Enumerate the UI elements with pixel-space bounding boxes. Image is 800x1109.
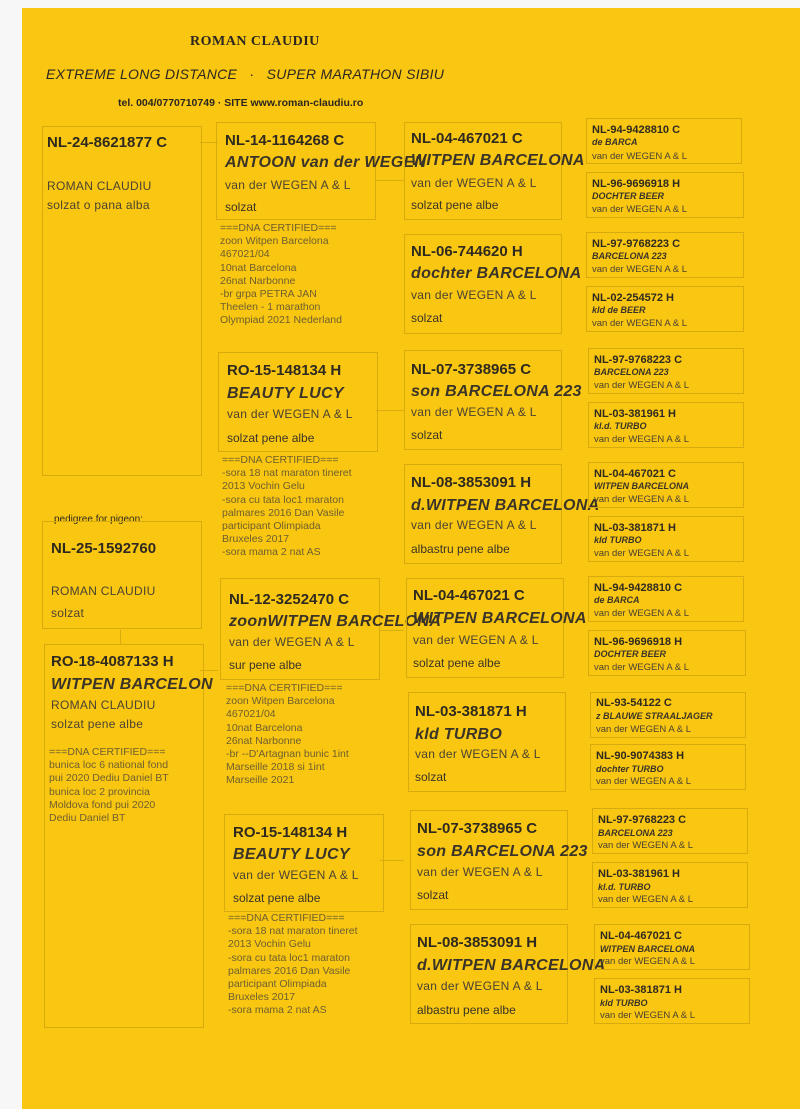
gen4-name: WITPEN BARCELONA <box>594 481 689 491</box>
gen3-color: albastru pene albe <box>417 1003 516 1017</box>
gen4-name: DOCHTER BEER <box>592 191 665 201</box>
gen4-breeder: van der WEGEN A & L <box>598 894 694 905</box>
gen2-breeder: van der WEGEN A & L <box>233 868 359 882</box>
gen2-breeder: van der WEGEN A & L <box>225 178 351 192</box>
gen3-breeder: van der WEGEN A & L <box>411 405 537 419</box>
gen2-color: solzat pene albe <box>233 891 321 905</box>
gen2-note: ===DNA CERTIFIED=== zoon Witpen Barcelona 467021/04 10nat Barcelona 26nat Narbonne -br --D'Artagnan bunic 1int Marseille 2018 si 1int Marseille 2021 <box>226 682 349 787</box>
gen4-breeder: van der WEGEN A & L <box>594 548 690 559</box>
connector-line <box>376 180 404 181</box>
gen4-breeder: van der WEGEN A & L <box>594 608 690 619</box>
gen3-color: solzat <box>411 311 443 325</box>
gen3-color: solzat <box>411 428 443 442</box>
gen3-card <box>404 122 585 220</box>
gen4-breeder: van der WEGEN A & L <box>592 151 688 162</box>
gen4-breeder: van der WEGEN A & L <box>594 662 690 673</box>
gen4-ring: NL-96-9696918 H <box>594 636 683 648</box>
gen4-breeder: van der WEGEN A & L <box>598 840 694 851</box>
gen3-ring: NL-04-467021 C <box>413 587 525 604</box>
gen2-card <box>220 578 442 680</box>
gen2-ring: RO-15-148134 H <box>227 362 342 379</box>
gen2-note: ===DNA CERTIFIED=== zoon Witpen Barcelona 467021/04 10nat Barcelona 26nat Narbonne -br grpa PETRA JAN Theelen - 1 marathon Olympiad 2021 Nederland <box>220 222 342 327</box>
gen4-name: de BARCA <box>594 595 640 605</box>
pedigree-for-color: solzat <box>51 606 85 620</box>
dam-color: solzat pene albe <box>51 717 144 731</box>
gen4-card <box>588 516 744 562</box>
gen4-name: dochter TURBO <box>596 764 664 774</box>
gen4-card <box>586 232 744 278</box>
pedigree-for-ring: NL-25-1592760 <box>51 540 157 557</box>
gen3-name: kld TURBO <box>415 726 503 743</box>
gen4-name: WITPEN BARCELONA <box>600 944 695 954</box>
gen3-ring: NL-04-467021 C <box>411 130 523 147</box>
gen4-name: DOCHTER BEER <box>594 649 667 659</box>
gen2-card <box>224 814 384 912</box>
gen3-ring: NL-07-3738965 C <box>411 361 532 378</box>
dam-name: WITPEN BARCELON <box>51 676 213 693</box>
gen3-name: WITPEN BARCELONA <box>411 152 585 169</box>
gen4-ring: NL-97-9768223 C <box>598 814 687 826</box>
gen2-ring: NL-12-3252470 C <box>229 591 350 608</box>
gen3-breeder: van der WEGEN A & L <box>417 979 543 993</box>
gen3-breeder: van der WEGEN A & L <box>417 865 543 879</box>
pedigree-for-owner: ROMAN CLAUDIU <box>51 584 156 598</box>
gen3-card <box>404 350 582 450</box>
connector-line <box>376 410 404 411</box>
gen3-color: solzat <box>415 770 447 784</box>
gen3-ring: NL-08-3853091 H <box>417 934 538 951</box>
gen3-name: son BARCELONA 223 <box>417 843 588 860</box>
connector-line <box>120 630 121 644</box>
gen2-name: BEAUTY LUCY <box>227 385 344 402</box>
gen3-name: WITPEN BARCELONA <box>413 610 587 627</box>
gen3-ring: NL-06-744620 H <box>411 243 523 260</box>
gen3-name: d.WITPEN BARCELONA <box>411 497 600 514</box>
gen4-name: kl.d. TURBO <box>598 882 651 892</box>
gen3-breeder: van der WEGEN A & L <box>415 747 541 761</box>
gen3-card <box>404 464 600 564</box>
gen2-note: ===DNA CERTIFIED=== -sora 18 nat maraton tineret 2013 Vochin Gelu -sora cu tata loc1 maraton palmares 2016 Dan Vasile participant Olimpiada Bruxeles 2017 -sora mama 2 nat AS <box>222 454 352 559</box>
subtitle-left: EXTREME LONG DISTANCE <box>46 66 238 82</box>
gen4-card <box>594 978 750 1024</box>
gen4-breeder: van der WEGEN A & L <box>594 494 690 505</box>
gen4-ring: NL-93-54122 C <box>596 697 672 709</box>
gen4-ring: NL-02-254572 H <box>592 292 674 304</box>
gen3-ring: NL-07-3738965 C <box>417 820 538 837</box>
gen2-name: ANTOON van der WEGEN <box>225 154 427 171</box>
gen4-name: de BARCA <box>592 137 638 147</box>
gen4-card <box>590 744 746 790</box>
gen3-breeder: van der WEGEN A & L <box>411 176 537 190</box>
gen2-ring: RO-15-148134 H <box>233 824 348 841</box>
gen4-card <box>588 462 744 508</box>
gen2-breeder: van der WEGEN A & L <box>229 635 355 649</box>
main-pigeon-owner: ROMAN CLAUDIU <box>47 179 152 193</box>
gen4-name: BARCELONA 223 <box>594 367 669 377</box>
gen4-breeder: van der WEGEN A & L <box>600 1010 696 1021</box>
main-pigeon-ring: NL-24-8621877 C <box>47 134 168 151</box>
gen3-name: dochter BARCELONA <box>411 265 582 282</box>
gen4-name: kld TURBO <box>600 998 648 1008</box>
gen4-card <box>588 630 746 676</box>
main-pigeon-card <box>42 126 202 476</box>
gen3-color: solzat pene albe <box>413 656 501 670</box>
gen4-ring: NL-97-9768223 C <box>594 354 683 366</box>
gen4-card <box>588 402 744 448</box>
gen4-ring: NL-96-9696918 H <box>592 178 681 190</box>
gen4-ring: NL-03-381961 H <box>594 408 676 420</box>
gen3-card <box>410 810 588 910</box>
gen2-color: solzat <box>225 200 257 214</box>
gen3-ring: NL-03-381871 H <box>415 703 527 720</box>
page-title: ROMAN CLAUDIU <box>190 34 320 49</box>
gen4-card <box>586 172 744 218</box>
gen4-name: BARCELONA 223 <box>592 251 667 261</box>
gen4-ring: NL-03-381961 H <box>598 868 680 880</box>
gen2-ring: NL-14-1164268 C <box>225 132 345 149</box>
subtitle-separator: · <box>249 66 255 82</box>
gen3-ring: NL-08-3853091 H <box>411 474 532 491</box>
gen4-name: kld de BEER <box>592 305 646 315</box>
gen3-name: d.WITPEN BARCELONA <box>417 957 606 974</box>
subtitle-right: SUPER MARATHON SIBIU <box>266 66 445 82</box>
gen4-name: kl.d. TURBO <box>594 421 647 431</box>
gen3-card <box>406 578 587 678</box>
pedigree-for-card <box>42 521 202 629</box>
gen4-ring: NL-03-381871 H <box>600 984 682 996</box>
gen4-card <box>592 808 748 854</box>
gen3-breeder: van der WEGEN A & L <box>411 288 537 302</box>
gen2-name: BEAUTY LUCY <box>233 846 350 863</box>
gen3-color: solzat pene albe <box>411 198 499 212</box>
gen4-ring: NL-97-9768223 C <box>592 238 681 250</box>
gen2-breeder: van der WEGEN A & L <box>227 407 353 421</box>
gen2-card <box>216 122 427 220</box>
gen3-color: solzat <box>417 888 449 902</box>
gen2-card <box>218 352 378 452</box>
dam-owner: ROMAN CLAUDIU <box>51 698 156 712</box>
gen4-card <box>588 348 744 394</box>
gen2-color: solzat pene albe <box>227 431 315 445</box>
gen3-breeder: van der WEGEN A & L <box>411 518 537 532</box>
gen4-breeder: van der WEGEN A & L <box>592 318 688 329</box>
pedigree-for-label: pedigree for pigeon: <box>54 514 143 525</box>
gen2-color: sur pene albe <box>229 658 302 672</box>
gen2-name: zoonWITPEN BARCELONA <box>229 613 442 630</box>
gen4-card <box>588 576 744 622</box>
gen4-breeder: van der WEGEN A & L <box>592 204 688 215</box>
gen3-color: albastru pene albe <box>411 542 510 556</box>
gen3-name: son BARCELONA 223 <box>411 383 582 400</box>
gen4-ring: NL-04-467021 C <box>594 468 676 480</box>
gen4-ring: NL-94-9428810 C <box>594 582 683 594</box>
gen4-breeder: van der WEGEN A & L <box>600 956 696 967</box>
gen4-breeder: van der WEGEN A & L <box>592 264 688 275</box>
gen4-ring: NL-90-9074383 H <box>596 750 685 762</box>
gen3-card <box>408 692 566 792</box>
gen4-ring: NL-04-467021 C <box>600 930 682 942</box>
gen4-card <box>590 692 746 738</box>
subtitle <box>46 66 444 82</box>
gen4-name: kld TURBO <box>594 535 642 545</box>
gen4-card <box>586 286 744 332</box>
gen3-card <box>404 234 582 334</box>
dam-note: ===DNA CERTIFIED=== bunica loc 6 national fond pui 2020 Dediu Daniel BT bunica loc 2 provincia Moldova fond pui 2020 Dediu Daniel BT <box>49 746 169 825</box>
gen4-card <box>586 118 742 164</box>
dam-ring: RO-18-4087133 H <box>51 653 174 670</box>
gen4-breeder: van der WEGEN A & L <box>594 434 690 445</box>
contact-line: tel. 004/0770710749 · SITE www.roman-claudiu.ro <box>118 97 364 109</box>
gen4-breeder: van der WEGEN A & L <box>594 380 690 391</box>
gen4-name: z BLAUWE STRAALJAGER <box>596 711 713 721</box>
dam-card <box>44 644 213 1028</box>
gen4-ring: NL-94-9428810 C <box>592 124 681 136</box>
gen4-card <box>592 862 748 908</box>
gen4-ring: NL-03-381871 H <box>594 522 676 534</box>
main-pigeon-color: solzat o pana alba <box>47 198 150 212</box>
gen3-card <box>410 924 606 1024</box>
gen4-breeder: van der WEGEN A & L <box>596 776 692 787</box>
gen4-name: BARCELONA 223 <box>598 828 673 838</box>
gen4-breeder: van der WEGEN A & L <box>596 724 692 735</box>
gen3-breeder: van der WEGEN A & L <box>413 633 539 647</box>
gen2-note: ===DNA CERTIFIED=== -sora 18 nat maraton tineret 2013 Vochin Gelu -sora cu tata loc1 maraton palmares 2016 Dan Vasile participant Olimpiada Bruxeles 2017 -sora mama 2 nat AS <box>228 912 358 1017</box>
gen4-card <box>594 924 750 970</box>
